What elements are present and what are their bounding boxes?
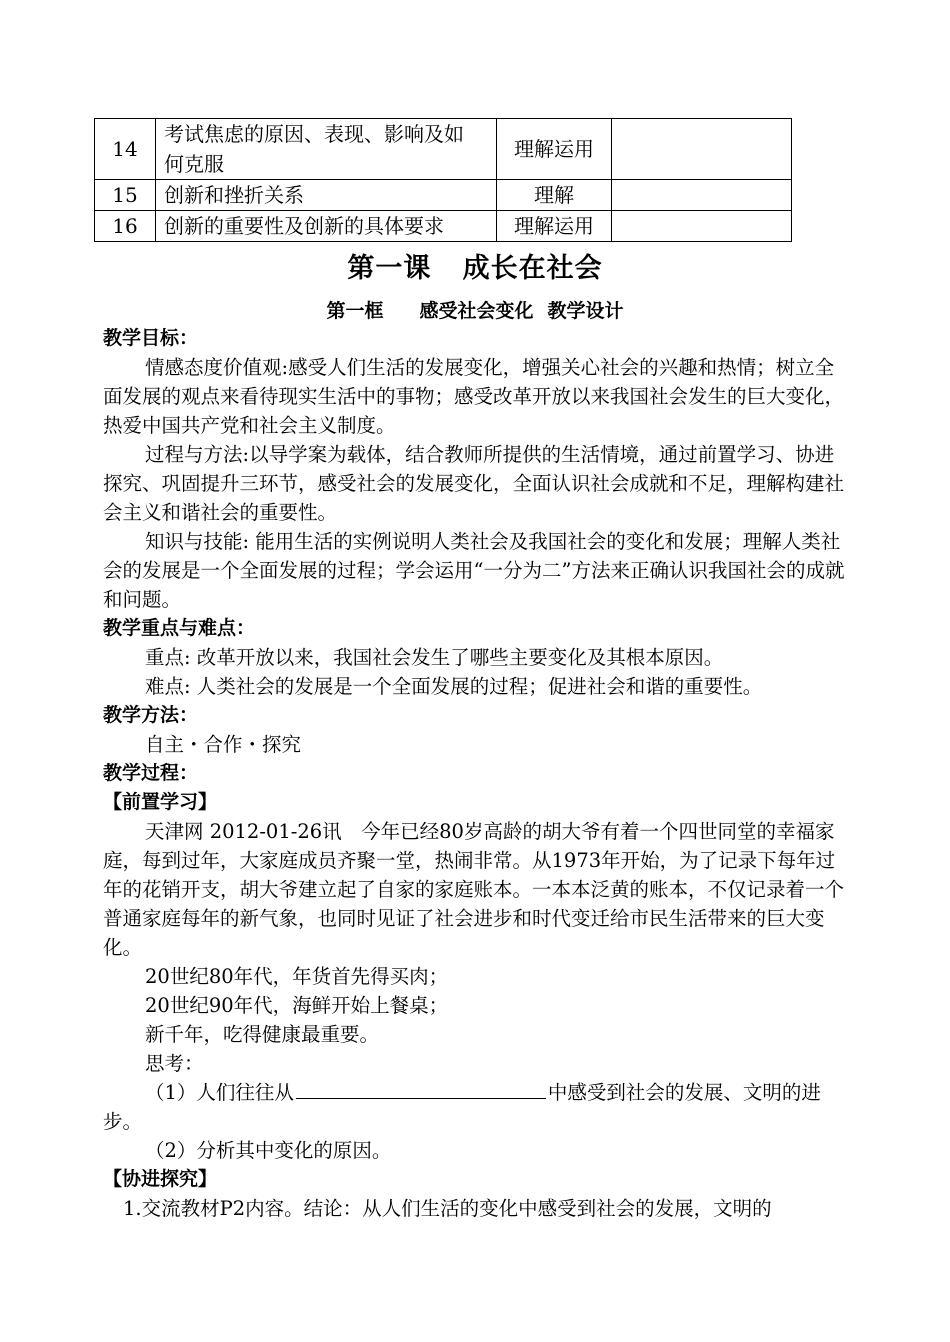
process-heading: 教学过程： [103,762,199,784]
pre-study-heading: 【前置学习】 [103,791,218,813]
row-level: 理解 [497,180,612,211]
subtitle-part2: 感受社会变化 [419,300,534,322]
goal-process: 过程与方法:以导学案为载体，结合教师所提供的生活情境，通过前置学习、协进探究、巩固提升三环节，感受社会的发展变化，全面认识社会成就和不足，理解构建社会主义和谐社会的重要性。 [103,443,845,524]
key-point: 重点: 改革开放以来，我国社会发生了哪些主要变化及其根本原因。 [145,646,724,669]
row-level: 理解运用 [497,119,612,180]
question-1-before: （1）人们往往从 [145,1081,294,1104]
difficult-point: 难点: 人类社会的发展是一个全面发展的过程；促进社会和谐的重要性。 [145,675,763,698]
row-topic-line: 考试焦虑的原因、表现、影响及如 [164,122,464,146]
goal-knowledge: 知识与技能: 能用生活的实例说明人类社会及我国社会的变化和发展；理解人类社会的发展是一个全面发展的过程；学会运用“一分为二”方法来正确认识我国社会的成就和问题。 [103,530,845,611]
row-number: 16 [95,211,156,242]
lesson-subtitle [0,296,950,323]
lesson-title [0,246,950,285]
row-number: 15 [95,180,156,211]
question-1-after: 中感受到社会的发展、文明的进步。 [103,1081,821,1133]
lesson-title-part1: 第一课 [347,253,432,284]
explore-item-1: 1.交流教材P2内容。结论：从人们生活的变化中感受到社会的发展，文明的 [123,1197,772,1220]
table-row [95,119,792,180]
methods-text: 自主・合作・探究 [145,733,302,756]
answer-blank[interactable] [296,1078,546,1099]
story-line-2000: 新千年，吃得健康最重要。 [145,1023,380,1046]
goals-heading: 教学目标： [103,327,199,349]
subtitle-part3: 教学设计 [547,300,624,322]
knowledge-table [94,118,792,242]
row-topic: 创新的重要性及创新的具体要求 [156,211,497,242]
lesson-title-part2: 成长在社会 [462,253,603,284]
row-topic: 创新和挫折关系 [156,180,497,211]
question-2: （2）分析其中变化的原因。 [145,1139,392,1162]
row-number: 14 [95,119,156,180]
row-level: 理解运用 [497,211,612,242]
row-extra [612,211,792,242]
table-row [95,180,792,211]
row-topic-line: 何克服 [164,152,224,176]
story-line-90s: 20世纪90年代，海鲜开始上餐桌； [145,994,449,1017]
story-line-80s: 20世纪80年代，年货首先得买肉； [145,965,449,988]
subtitle-part1: 第一框 [326,300,384,322]
table-row [95,211,792,242]
goal-emotion: 情感态度价值观:感受人们生活的发展变化，增强关心社会的兴趣和热情；树立全面发展的观点来看待现实生活中的事物；感受改革开放以来我国社会发生的巨大变化，热爱中国共产党和社会主义制度。 [103,356,845,437]
think-label: 思考： [145,1052,204,1075]
row-extra [612,119,792,180]
keypoints-heading: 教学重点与难点： [103,617,256,639]
document-body [103,324,853,1223]
row-extra [612,180,792,211]
news-story: 天津网 2012-01-26讯 今年已经80岁高龄的胡大爷有着一个四世同堂的幸福家庭，每到过年，大家庭成员齐聚一堂，热闹非常。从1973年开始，为了记录下每年过年的花销开支，胡大爷建立起了自家的家庭账本。一本本泛黄的账本，不仅记录着一个普通家庭每年的新气象，也同时见证了社会进步和时代变迁给市民生活带来的巨大变化。 [103,820,845,959]
question-1 [103,1078,853,1136]
row-topic [156,119,497,180]
methods-heading: 教学方法： [103,704,199,726]
explore-heading: 【协进探究】 [103,1168,218,1190]
